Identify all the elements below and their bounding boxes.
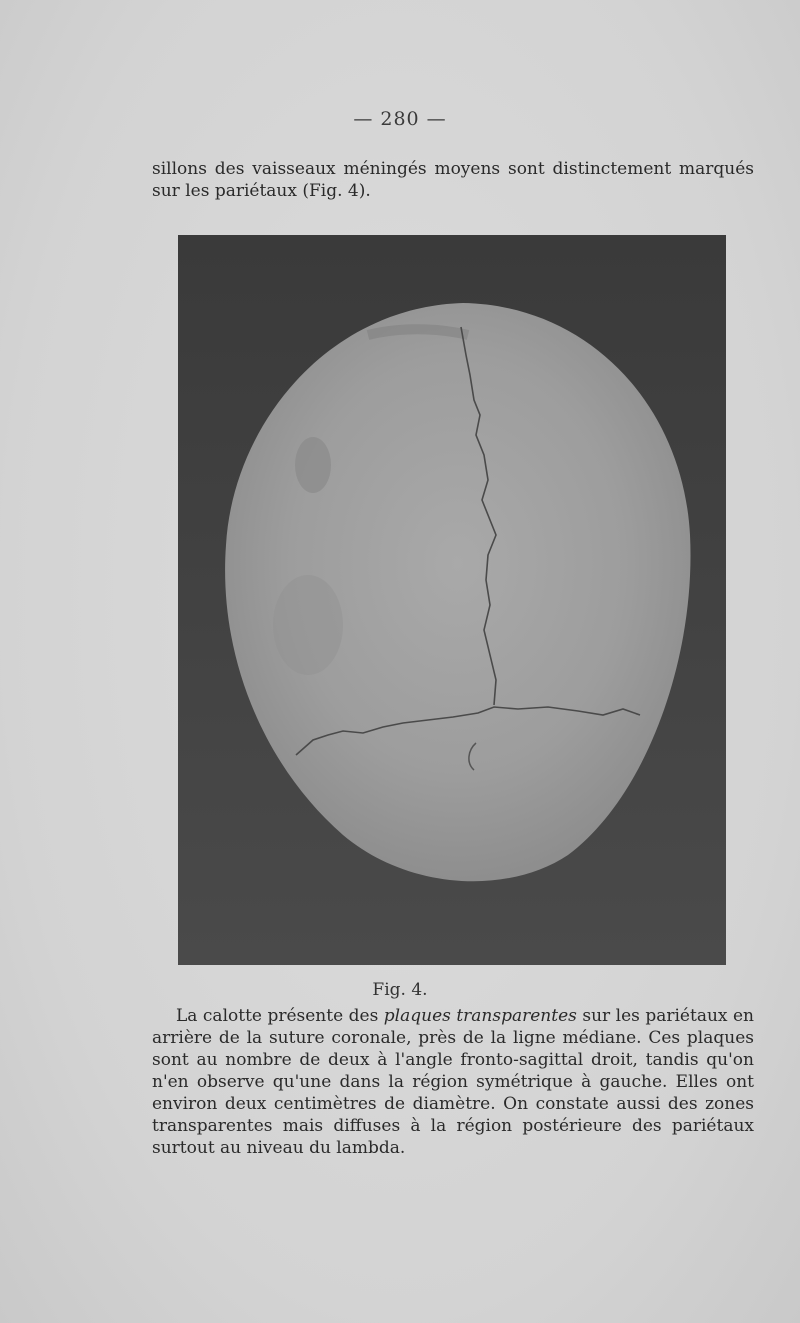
plaque-left <box>295 437 331 493</box>
diffuse-zone-left <box>273 575 343 675</box>
figure-caption: Fig. 4. <box>372 980 428 1000</box>
frontal-shade <box>368 329 468 335</box>
intro-text: sillons des vaisseaux méningés moyens sont distinctement marqués sur les pariétaux (Fig. 4). <box>152 159 754 201</box>
paragraph-italic: plaques transparentes <box>383 1006 577 1026</box>
paragraph-part2: sur les pariétaux en arrière de la suture coronale, près de la ligne médiane. Ces plaques sont au nombre de deux à l'angle fronto-sagittal droit, tandis qu'on n'en observe qu'une dans la région symétrique à gauche. Elles ont environ deux centimètres de diamètre. On constate aussi des zones transparentes mais diffuses à la région postérieure des pariétaux surtout au niveau du lambda. <box>152 1006 754 1158</box>
body-paragraph <box>152 1005 754 1159</box>
figure-photograph <box>178 235 726 965</box>
paragraph-part1: La calotte présente des <box>176 1006 384 1026</box>
skull-cap-photo <box>178 235 726 965</box>
page-number: — 280 — <box>353 108 447 130</box>
